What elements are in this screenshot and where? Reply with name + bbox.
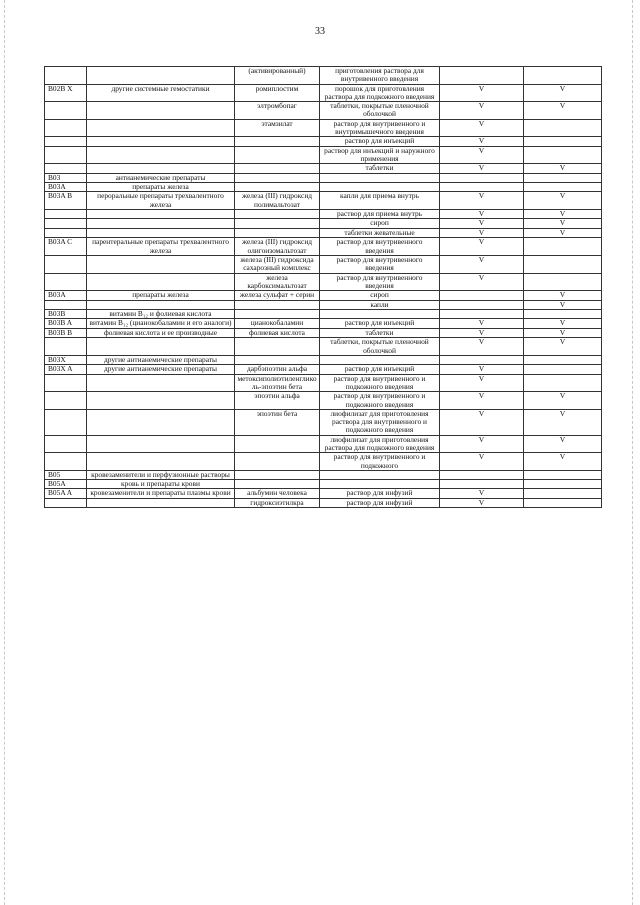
cell-code bbox=[45, 119, 87, 137]
cell-inn: железа (III) гидроксида сахарозный комплекс bbox=[235, 256, 320, 274]
cell-code: B03X bbox=[45, 355, 87, 364]
cell-form bbox=[320, 310, 440, 319]
cell-code bbox=[45, 498, 87, 508]
cell-form: лиофилизат для приготовления раствора для внутривенного и подкожного введения bbox=[320, 409, 440, 435]
table-row bbox=[45, 146, 602, 164]
table-row bbox=[45, 374, 602, 392]
cell-mark2 bbox=[524, 470, 602, 479]
cell-form: раствор для инъекций bbox=[320, 365, 440, 375]
cell-inn bbox=[235, 173, 320, 182]
table-row bbox=[45, 365, 602, 375]
cell-form: сироп bbox=[320, 219, 440, 229]
cell-group bbox=[87, 146, 235, 164]
cell-group: другие антианемические препараты bbox=[87, 365, 235, 375]
scan-edge-left bbox=[4, 0, 5, 905]
cell-mark2 bbox=[524, 173, 602, 182]
table-row bbox=[45, 273, 602, 291]
cell-form: таблетки bbox=[320, 328, 440, 338]
table-row bbox=[45, 435, 602, 453]
cell-mark1: V bbox=[440, 146, 524, 164]
cell-mark1: V bbox=[440, 119, 524, 137]
cell-form bbox=[320, 480, 440, 489]
cell-group: кровезаменители и перфузионные растворы bbox=[87, 470, 235, 479]
table-row bbox=[45, 209, 602, 219]
table-row bbox=[45, 119, 602, 137]
table-row bbox=[45, 392, 602, 410]
cell-form: раствор для инфузий bbox=[320, 498, 440, 508]
table-row bbox=[45, 67, 602, 85]
scan-edge-right bbox=[632, 0, 633, 905]
cell-mark1: V bbox=[440, 192, 524, 210]
cell-form: раствор для внутривенного введения bbox=[320, 256, 440, 274]
cell-mark1: V bbox=[440, 209, 524, 219]
table-row bbox=[45, 291, 602, 301]
cell-mark2 bbox=[524, 238, 602, 256]
cell-inn: (активированный) bbox=[235, 67, 320, 85]
cell-mark1: V bbox=[440, 409, 524, 435]
cell-form: сироп bbox=[320, 291, 440, 301]
cell-inn bbox=[235, 300, 320, 310]
cell-group bbox=[87, 209, 235, 219]
cell-mark1: V bbox=[440, 328, 524, 338]
cell-inn: ромиплостим bbox=[235, 84, 320, 102]
table-row bbox=[45, 183, 602, 192]
cell-mark1 bbox=[440, 173, 524, 182]
cell-mark2: V bbox=[524, 228, 602, 238]
cell-code bbox=[45, 219, 87, 229]
cell-mark2: V bbox=[524, 409, 602, 435]
table-row bbox=[45, 310, 602, 319]
cell-inn bbox=[235, 310, 320, 319]
cell-mark2: V bbox=[524, 209, 602, 219]
table-row bbox=[45, 219, 602, 229]
cell-mark1: V bbox=[440, 338, 524, 356]
cell-inn: железа карбоксимальтозат bbox=[235, 273, 320, 291]
cell-mark1: V bbox=[440, 374, 524, 392]
cell-mark1: V bbox=[440, 219, 524, 229]
cell-form: лиофилизат для приготовления раствора для подкожного введения bbox=[320, 435, 440, 453]
cell-mark1: V bbox=[440, 435, 524, 453]
cell-mark2: V bbox=[524, 319, 602, 329]
table-row bbox=[45, 84, 602, 102]
cell-inn bbox=[235, 453, 320, 471]
table-row bbox=[45, 102, 602, 120]
cell-mark2: V bbox=[524, 84, 602, 102]
page-number: 33 bbox=[315, 26, 325, 37]
cell-form: раствор для инфузий bbox=[320, 489, 440, 499]
cell-group bbox=[87, 409, 235, 435]
cell-mark1: V bbox=[440, 392, 524, 410]
table-row bbox=[45, 470, 602, 479]
table-row bbox=[45, 256, 602, 274]
cell-group: витамин B₁₂ (цианокобаламин и его аналоги) bbox=[87, 319, 235, 329]
cell-inn bbox=[235, 164, 320, 174]
cell-group bbox=[87, 67, 235, 85]
cell-code bbox=[45, 209, 87, 219]
cell-form: раствор для инъекций bbox=[320, 319, 440, 329]
cell-mark2 bbox=[524, 355, 602, 364]
cell-inn: альбумин человека bbox=[235, 489, 320, 499]
cell-mark2: V bbox=[524, 338, 602, 356]
table-row bbox=[45, 319, 602, 329]
table-row bbox=[45, 192, 602, 210]
cell-group bbox=[87, 273, 235, 291]
cell-mark1 bbox=[440, 470, 524, 479]
cell-inn bbox=[235, 480, 320, 489]
cell-inn bbox=[235, 219, 320, 229]
cell-group: кровезаменители и препараты плазмы крови bbox=[87, 489, 235, 499]
cell-inn bbox=[235, 470, 320, 479]
cell-code bbox=[45, 453, 87, 471]
cell-form: раствор для внутривенного и внутримышечного введения bbox=[320, 119, 440, 137]
cell-group bbox=[87, 228, 235, 238]
cell-mark2 bbox=[524, 273, 602, 291]
cell-inn: метоксиполиэтиленгликоль-эпоэтин бета bbox=[235, 374, 320, 392]
cell-inn: железа сульфат + серин bbox=[235, 291, 320, 301]
cell-form: таблетки, покрытые пленочной оболочкой bbox=[320, 338, 440, 356]
cell-inn: этамзилат bbox=[235, 119, 320, 137]
cell-mark2 bbox=[524, 374, 602, 392]
cell-mark1: V bbox=[440, 84, 524, 102]
cell-code bbox=[45, 273, 87, 291]
cell-mark2: V bbox=[524, 219, 602, 229]
cell-form bbox=[320, 470, 440, 479]
cell-group: фолиевая кислота и ее производные bbox=[87, 328, 235, 338]
cell-mark1: V bbox=[440, 453, 524, 471]
table-row bbox=[45, 489, 602, 499]
cell-mark2 bbox=[524, 119, 602, 137]
cell-code bbox=[45, 102, 87, 120]
cell-code bbox=[45, 300, 87, 310]
cell-group bbox=[87, 137, 235, 147]
cell-inn: железа (III) гидроксид олигоизомальтозат bbox=[235, 238, 320, 256]
cell-form: раствор для внутривенного и подкожного введения bbox=[320, 392, 440, 410]
cell-code: B05A A bbox=[45, 489, 87, 499]
cell-form: порошок для приготовления раствора для подкожного введения bbox=[320, 84, 440, 102]
cell-form: приготовления раствора для внутривенного введения bbox=[320, 67, 440, 85]
cell-group: антианемические препараты bbox=[87, 173, 235, 182]
table-row bbox=[45, 328, 602, 338]
cell-code bbox=[45, 338, 87, 356]
table-row bbox=[45, 228, 602, 238]
cell-code: B05A bbox=[45, 480, 87, 489]
cell-form: раствор для внутривенного и подкожного введения bbox=[320, 374, 440, 392]
cell-mark1: V bbox=[440, 228, 524, 238]
cell-mark1: V bbox=[440, 365, 524, 375]
cell-group: парентеральные препараты трехвалентного железа bbox=[87, 238, 235, 256]
cell-inn: цианокобаламин bbox=[235, 319, 320, 329]
cell-inn: дарбэпоэтин альфа bbox=[235, 365, 320, 375]
cell-group: другие антианемические препараты bbox=[87, 355, 235, 364]
cell-form: капли для приема внутрь bbox=[320, 192, 440, 210]
cell-inn bbox=[235, 338, 320, 356]
table-row bbox=[45, 409, 602, 435]
cell-code bbox=[45, 228, 87, 238]
table-row bbox=[45, 137, 602, 147]
table-row bbox=[45, 453, 602, 471]
cell-mark1: V bbox=[440, 137, 524, 147]
cell-mark1 bbox=[440, 310, 524, 319]
cell-mark1: V bbox=[440, 489, 524, 499]
cell-group bbox=[87, 256, 235, 274]
cell-code: B03X A bbox=[45, 365, 87, 375]
cell-mark1 bbox=[440, 355, 524, 364]
cell-form: таблетки bbox=[320, 164, 440, 174]
cell-code: B03A C bbox=[45, 238, 87, 256]
cell-group: препараты железа bbox=[87, 183, 235, 192]
cell-code bbox=[45, 409, 87, 435]
cell-code bbox=[45, 374, 87, 392]
cell-group: препараты железа bbox=[87, 291, 235, 301]
cell-mark2 bbox=[524, 498, 602, 508]
cell-inn: фолиевая кислота bbox=[235, 328, 320, 338]
cell-code: B03A bbox=[45, 183, 87, 192]
cell-mark1: V bbox=[440, 164, 524, 174]
cell-code bbox=[45, 137, 87, 147]
cell-group bbox=[87, 119, 235, 137]
cell-mark1: V bbox=[440, 498, 524, 508]
table-row bbox=[45, 300, 602, 310]
cell-mark2 bbox=[524, 183, 602, 192]
cell-form: раствор для внутривенного введения bbox=[320, 273, 440, 291]
cell-mark2: V bbox=[524, 192, 602, 210]
cell-form: раствор для внутривенного и подкожного bbox=[320, 453, 440, 471]
table-row bbox=[45, 355, 602, 364]
cell-form: таблетки жевательные bbox=[320, 228, 440, 238]
cell-group bbox=[87, 498, 235, 508]
cell-inn: элтромбопаг bbox=[235, 102, 320, 120]
table-row bbox=[45, 498, 602, 508]
cell-group: кровь и препараты крови bbox=[87, 480, 235, 489]
cell-inn: железа (III) гидроксид полимальтозат bbox=[235, 192, 320, 210]
cell-mark2: V bbox=[524, 102, 602, 120]
cell-mark1 bbox=[440, 480, 524, 489]
cell-mark2: V bbox=[524, 435, 602, 453]
cell-mark2 bbox=[524, 67, 602, 85]
cell-inn bbox=[235, 183, 320, 192]
cell-form: раствор для внутривенного введения bbox=[320, 238, 440, 256]
cell-group bbox=[87, 164, 235, 174]
cell-code: B03B B bbox=[45, 328, 87, 338]
cell-mark1: V bbox=[440, 102, 524, 120]
table-body bbox=[45, 67, 602, 508]
cell-mark2: V bbox=[524, 392, 602, 410]
cell-group: витамин B₁₂ и фолиевая кислота bbox=[87, 310, 235, 319]
cell-group bbox=[87, 453, 235, 471]
table-row bbox=[45, 338, 602, 356]
cell-mark2: V bbox=[524, 291, 602, 301]
cell-mark1: V bbox=[440, 238, 524, 256]
cell-inn bbox=[235, 209, 320, 219]
cell-mark1: V bbox=[440, 256, 524, 274]
cell-code: B02B X bbox=[45, 84, 87, 102]
cell-code: B03A bbox=[45, 291, 87, 301]
cell-mark1 bbox=[440, 300, 524, 310]
table-row bbox=[45, 238, 602, 256]
table-row bbox=[45, 164, 602, 174]
cell-mark2 bbox=[524, 480, 602, 489]
cell-inn bbox=[235, 355, 320, 364]
cell-mark2: V bbox=[524, 300, 602, 310]
cell-group: другие системные гемостатики bbox=[87, 84, 235, 102]
cell-code: B05 bbox=[45, 470, 87, 479]
cell-group: пероральные препараты трехвалентного железа bbox=[87, 192, 235, 210]
cell-inn bbox=[235, 435, 320, 453]
cell-form: таблетки, покрытые пленочной оболочкой bbox=[320, 102, 440, 120]
cell-code: B03 bbox=[45, 173, 87, 182]
cell-code bbox=[45, 67, 87, 85]
cell-mark1: V bbox=[440, 319, 524, 329]
cell-code bbox=[45, 146, 87, 164]
cell-form: раствор для инъекций bbox=[320, 137, 440, 147]
cell-form: раствор для инъекций и наружного применения bbox=[320, 146, 440, 164]
cell-mark2 bbox=[524, 365, 602, 375]
cell-form: капли bbox=[320, 300, 440, 310]
cell-inn bbox=[235, 137, 320, 147]
cell-group bbox=[87, 392, 235, 410]
cell-code: B03A B bbox=[45, 192, 87, 210]
cell-form: раствор для приема внутрь bbox=[320, 209, 440, 219]
cell-code bbox=[45, 164, 87, 174]
cell-inn: гидроксиэтилкра bbox=[235, 498, 320, 508]
cell-group bbox=[87, 374, 235, 392]
cell-group bbox=[87, 300, 235, 310]
cell-group bbox=[87, 338, 235, 356]
table-row bbox=[45, 480, 602, 489]
cell-code: B03B bbox=[45, 310, 87, 319]
cell-inn: эпоэтин бета bbox=[235, 409, 320, 435]
cell-mark2 bbox=[524, 146, 602, 164]
cell-mark2 bbox=[524, 137, 602, 147]
cell-mark2 bbox=[524, 256, 602, 274]
cell-group bbox=[87, 435, 235, 453]
drug-table bbox=[44, 66, 602, 508]
cell-mark1: V bbox=[440, 273, 524, 291]
cell-code bbox=[45, 256, 87, 274]
cell-inn: эпоэтин альфа bbox=[235, 392, 320, 410]
cell-mark1 bbox=[440, 183, 524, 192]
cell-mark2: V bbox=[524, 328, 602, 338]
cell-mark2 bbox=[524, 489, 602, 499]
cell-mark1 bbox=[440, 67, 524, 85]
cell-group bbox=[87, 219, 235, 229]
cell-form bbox=[320, 355, 440, 364]
cell-mark2: V bbox=[524, 453, 602, 471]
table-row bbox=[45, 173, 602, 182]
cell-code: B03B A bbox=[45, 319, 87, 329]
cell-form bbox=[320, 183, 440, 192]
cell-code bbox=[45, 392, 87, 410]
cell-code bbox=[45, 435, 87, 453]
cell-form bbox=[320, 173, 440, 182]
cell-inn bbox=[235, 146, 320, 164]
cell-mark1 bbox=[440, 291, 524, 301]
cell-mark2 bbox=[524, 310, 602, 319]
cell-inn bbox=[235, 228, 320, 238]
cell-group bbox=[87, 102, 235, 120]
cell-mark2: V bbox=[524, 164, 602, 174]
